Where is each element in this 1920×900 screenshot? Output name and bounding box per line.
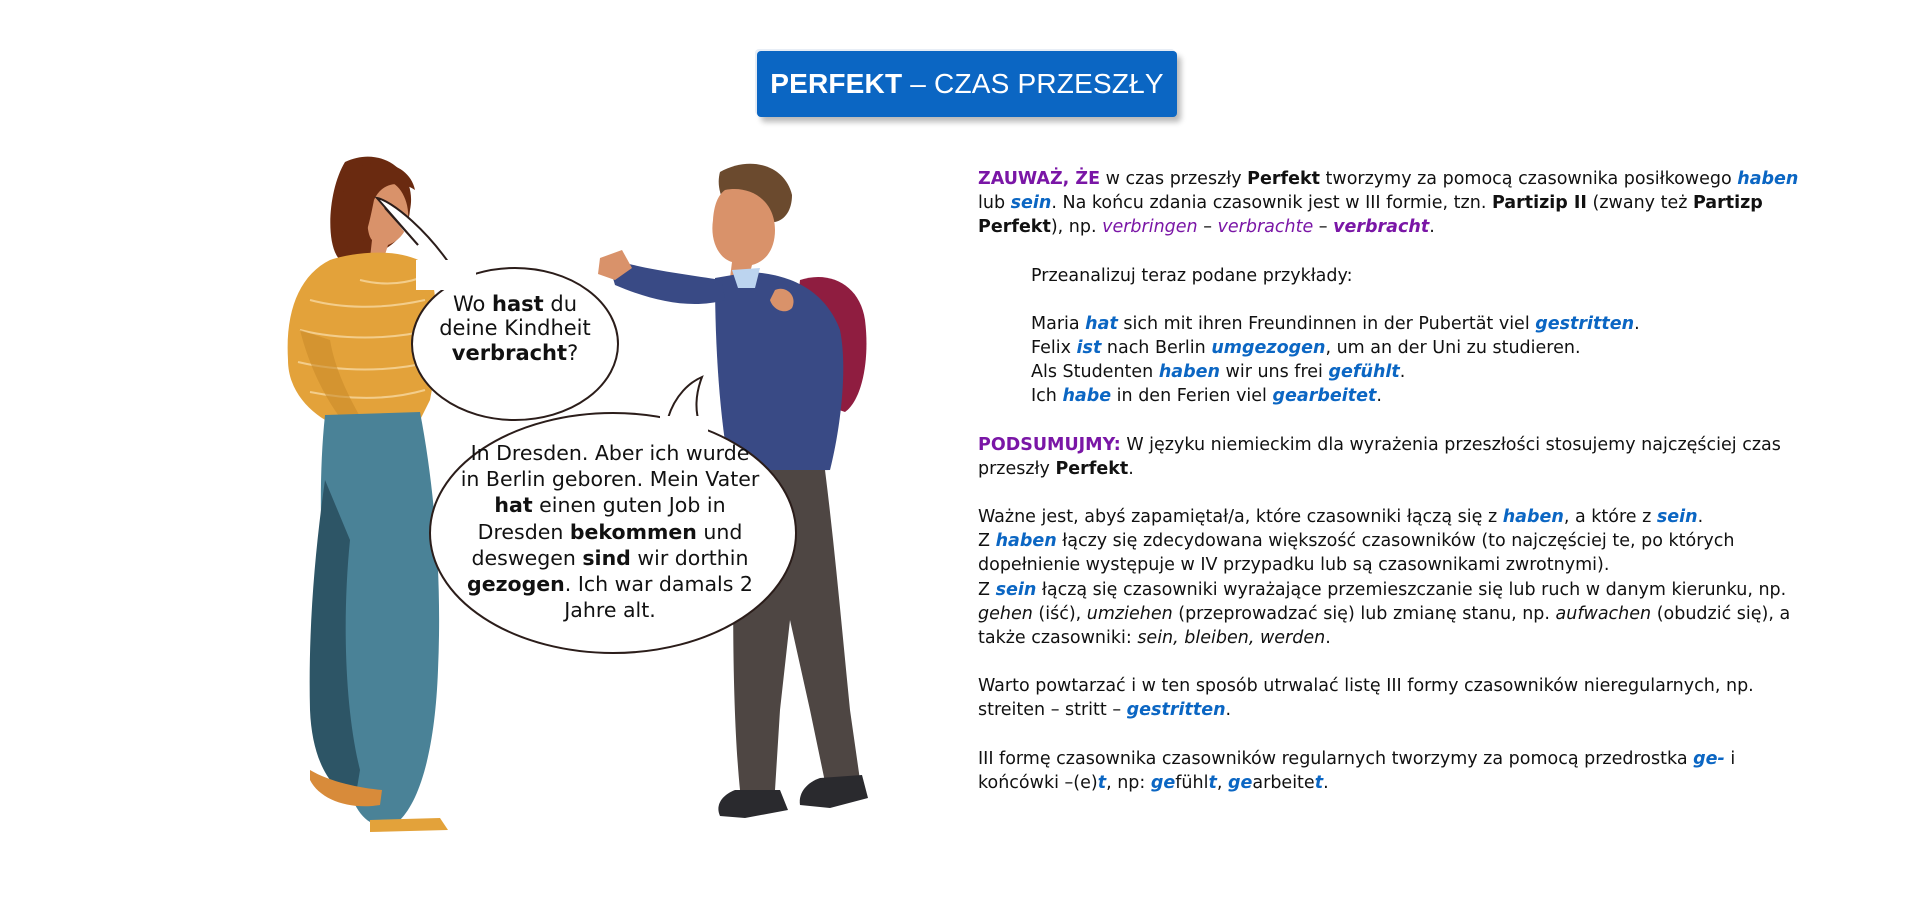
regular-ge2: ge [1228, 772, 1253, 793]
ex3-c: wir uns frei [1219, 362, 1329, 383]
note-text-6: . [1429, 217, 1435, 238]
note-text-4: (zwany też [1586, 193, 1693, 214]
regular-paragraph [978, 747, 1808, 795]
note-partizip: Partizip II [1491, 193, 1587, 214]
regular-t2: t [1314, 772, 1324, 793]
summary-label: PODSUMUJMY: [978, 434, 1121, 455]
bubble2-text-4: wir dorthin [630, 545, 749, 570]
ex2-a: Felix [1031, 338, 1077, 359]
imp3-f: . [1325, 628, 1331, 649]
ex4-e: . [1376, 386, 1382, 407]
regular-b: i końcówki –(e) [978, 748, 1736, 793]
important-p3 [978, 578, 1808, 651]
ex3-aux: haben [1158, 362, 1220, 383]
note-label: ZAUWAŻ, ŻE [978, 169, 1101, 189]
practice-gestritten: gestritten [1126, 700, 1226, 721]
imp3-umziehen: umziehen [1086, 603, 1173, 624]
imp2-a: Z [978, 531, 996, 552]
bubble2-text-1: In Dresden. Aber ich wurde in Berlin geboren. Mein Vater [460, 441, 760, 492]
regular-t1: t [1208, 772, 1217, 793]
ex2-participle: umgezogen [1211, 338, 1326, 359]
bubble2-text-3: und deswegen [471, 519, 743, 570]
imp1-sein: sein [1656, 507, 1698, 528]
note-verb-1: verbringen [1102, 217, 1198, 238]
imp3-gehen: gehen [978, 603, 1033, 624]
regular-t: t [1097, 772, 1107, 793]
imp3-list: sein, bleiben, werden [1137, 628, 1326, 649]
imp3-b: łączą się czasowniki wyrażające przemieszczanie się lub ruch w danym kierunku, np. [1036, 579, 1787, 600]
note-dash-2: – [1313, 217, 1334, 238]
important-p2 [978, 529, 1808, 577]
regular-comma: , [1216, 772, 1228, 793]
bubble1-bold-2: verbracht [451, 340, 568, 365]
regular-d: . [1323, 772, 1329, 793]
ex1-a: Maria [1031, 313, 1086, 334]
example-line-1 [1031, 312, 1808, 336]
note-paragraph [978, 167, 1808, 240]
page-title-banner [757, 51, 1177, 117]
ex4-a: Ich [1031, 386, 1063, 407]
bubble1-text-3: ? [567, 340, 579, 365]
note-partizp-perfekt: Partizp Perfekt [978, 193, 1763, 238]
important-p1 [978, 505, 1808, 529]
bubble1-text-2: du deine Kindheit [439, 292, 591, 341]
ex3-e: . [1399, 362, 1406, 383]
practice-a: Warto powtarzać i w ten sposób utrwalać listę III formy czasowników nieregularnych, np. streiten – stritt – [978, 676, 1754, 721]
note-sein: sein [1010, 193, 1052, 214]
note-text-1: w czas przeszły [1100, 169, 1248, 189]
note-verb-2: verbrachte [1217, 217, 1314, 238]
bubble2-text-2: einen guten Job in Dresden [477, 493, 726, 544]
imp1-haben: haben [1502, 507, 1564, 528]
summary-text-2: . [1128, 458, 1134, 479]
bubble1-text-1: Wo [452, 292, 493, 316]
ex2-c: nach Berlin [1101, 338, 1212, 359]
regular-ge1: ge [1150, 772, 1176, 793]
bubble2-bold-4: gezogen [467, 572, 565, 597]
woman-figure [288, 157, 448, 832]
practice-paragraph [978, 674, 1808, 722]
ex4-aux: habe [1062, 386, 1112, 407]
ex2-aux: ist [1076, 338, 1102, 359]
note-lub: lub [978, 193, 1011, 214]
ex1-c: sich mit ihren Freundinnen in der Pubertät viel [1117, 313, 1536, 334]
ex1-aux: hat [1085, 313, 1118, 334]
practice-b: . [1225, 700, 1232, 721]
regular-ge: ge- [1693, 748, 1725, 769]
bubble-1-text [435, 292, 595, 365]
imp1-a: Ważne jest, abyś zapamiętał/a, które czasowniki łączą się z [978, 507, 1503, 528]
ex3-a: Als Studenten [1031, 362, 1159, 383]
imp3-a: Z [978, 579, 996, 600]
imp3-e: (obudzić się), a także czasowniki: [978, 603, 1791, 649]
grammar-explanation-panel [978, 167, 1808, 795]
ex1-participle: gestritten [1535, 313, 1635, 334]
summary-text-1: W języku niemieckim dla wyrażenia przeszłości stosujemy najczęściej czas przeszły [978, 434, 1781, 479]
note-text-3: . Na końcu zdania czasownik jest w III formie, tzn. [1051, 193, 1492, 214]
regular-c: , np: [1106, 772, 1151, 793]
summary-perfekt: Perfekt [1055, 458, 1129, 479]
title-bold: PERFEKT [770, 68, 903, 99]
bubble2-text-5: . Ich war damals 2 Jahre alt. [564, 572, 753, 623]
note-text-2: tworzymy za pomocą czasownika posiłkowego [1319, 169, 1738, 189]
imp2-b: łączy się zdecydowana większość czasowników (to najczęściej te, po których dopełnienie występuje w IV przypadku lub są czasownikami zwrotnymi). [978, 531, 1735, 576]
bubble1-bold-1: hast [492, 292, 544, 316]
dialogue-illustration [270, 150, 950, 840]
note-text-5: ), np. [1050, 217, 1103, 238]
imp3-c: (iść), [1032, 603, 1087, 624]
ex2-e: , um an der Uni zu studieren. [1325, 338, 1581, 359]
regular-a: III formę czasownika czasowników regularnych tworzymy za pomocą przedrostka [978, 748, 1694, 769]
title-rest: CZAS PRZESZŁY [934, 68, 1164, 99]
imp3-sein: sein [995, 579, 1037, 600]
bubble2-bold-2: bekommen [569, 519, 697, 544]
bubble2-bold-1: hat [494, 493, 533, 518]
ex4-participle: gearbeitet [1272, 386, 1377, 407]
example-line-3 [1031, 360, 1808, 384]
regular-fuhl: fühl [1175, 772, 1209, 793]
imp3-d: (przeprowadzać się) lub zmianę stanu, np. [1172, 603, 1556, 624]
note-dash-1: – [1197, 217, 1218, 238]
ex4-c: in den Ferien viel [1111, 386, 1273, 407]
imp3-aufwachen: aufwachen [1555, 603, 1652, 624]
note-perfekt: Perfekt [1247, 169, 1320, 189]
example-line-2 [1031, 336, 1808, 360]
imp2-haben: haben [995, 531, 1057, 552]
bubble-2-text [460, 440, 760, 624]
regular-arbeite: arbeite [1252, 772, 1315, 793]
imp1-c: . [1697, 507, 1704, 528]
title-dash: – [910, 68, 927, 99]
ex3-participle: gefühlt [1328, 362, 1400, 383]
summary-paragraph [978, 433, 1808, 481]
examples-intro: Przeanalizuj teraz podane przykłady: [1031, 265, 1353, 286]
examples-block [978, 264, 1808, 409]
imp1-b: , a które z [1563, 507, 1657, 528]
ex1-e: . [1634, 313, 1640, 334]
bubble2-bold-3: sind [582, 545, 631, 570]
note-verb-3: verbracht [1333, 217, 1430, 238]
note-haben: haben [1737, 169, 1799, 189]
example-line-4 [1031, 384, 1808, 408]
